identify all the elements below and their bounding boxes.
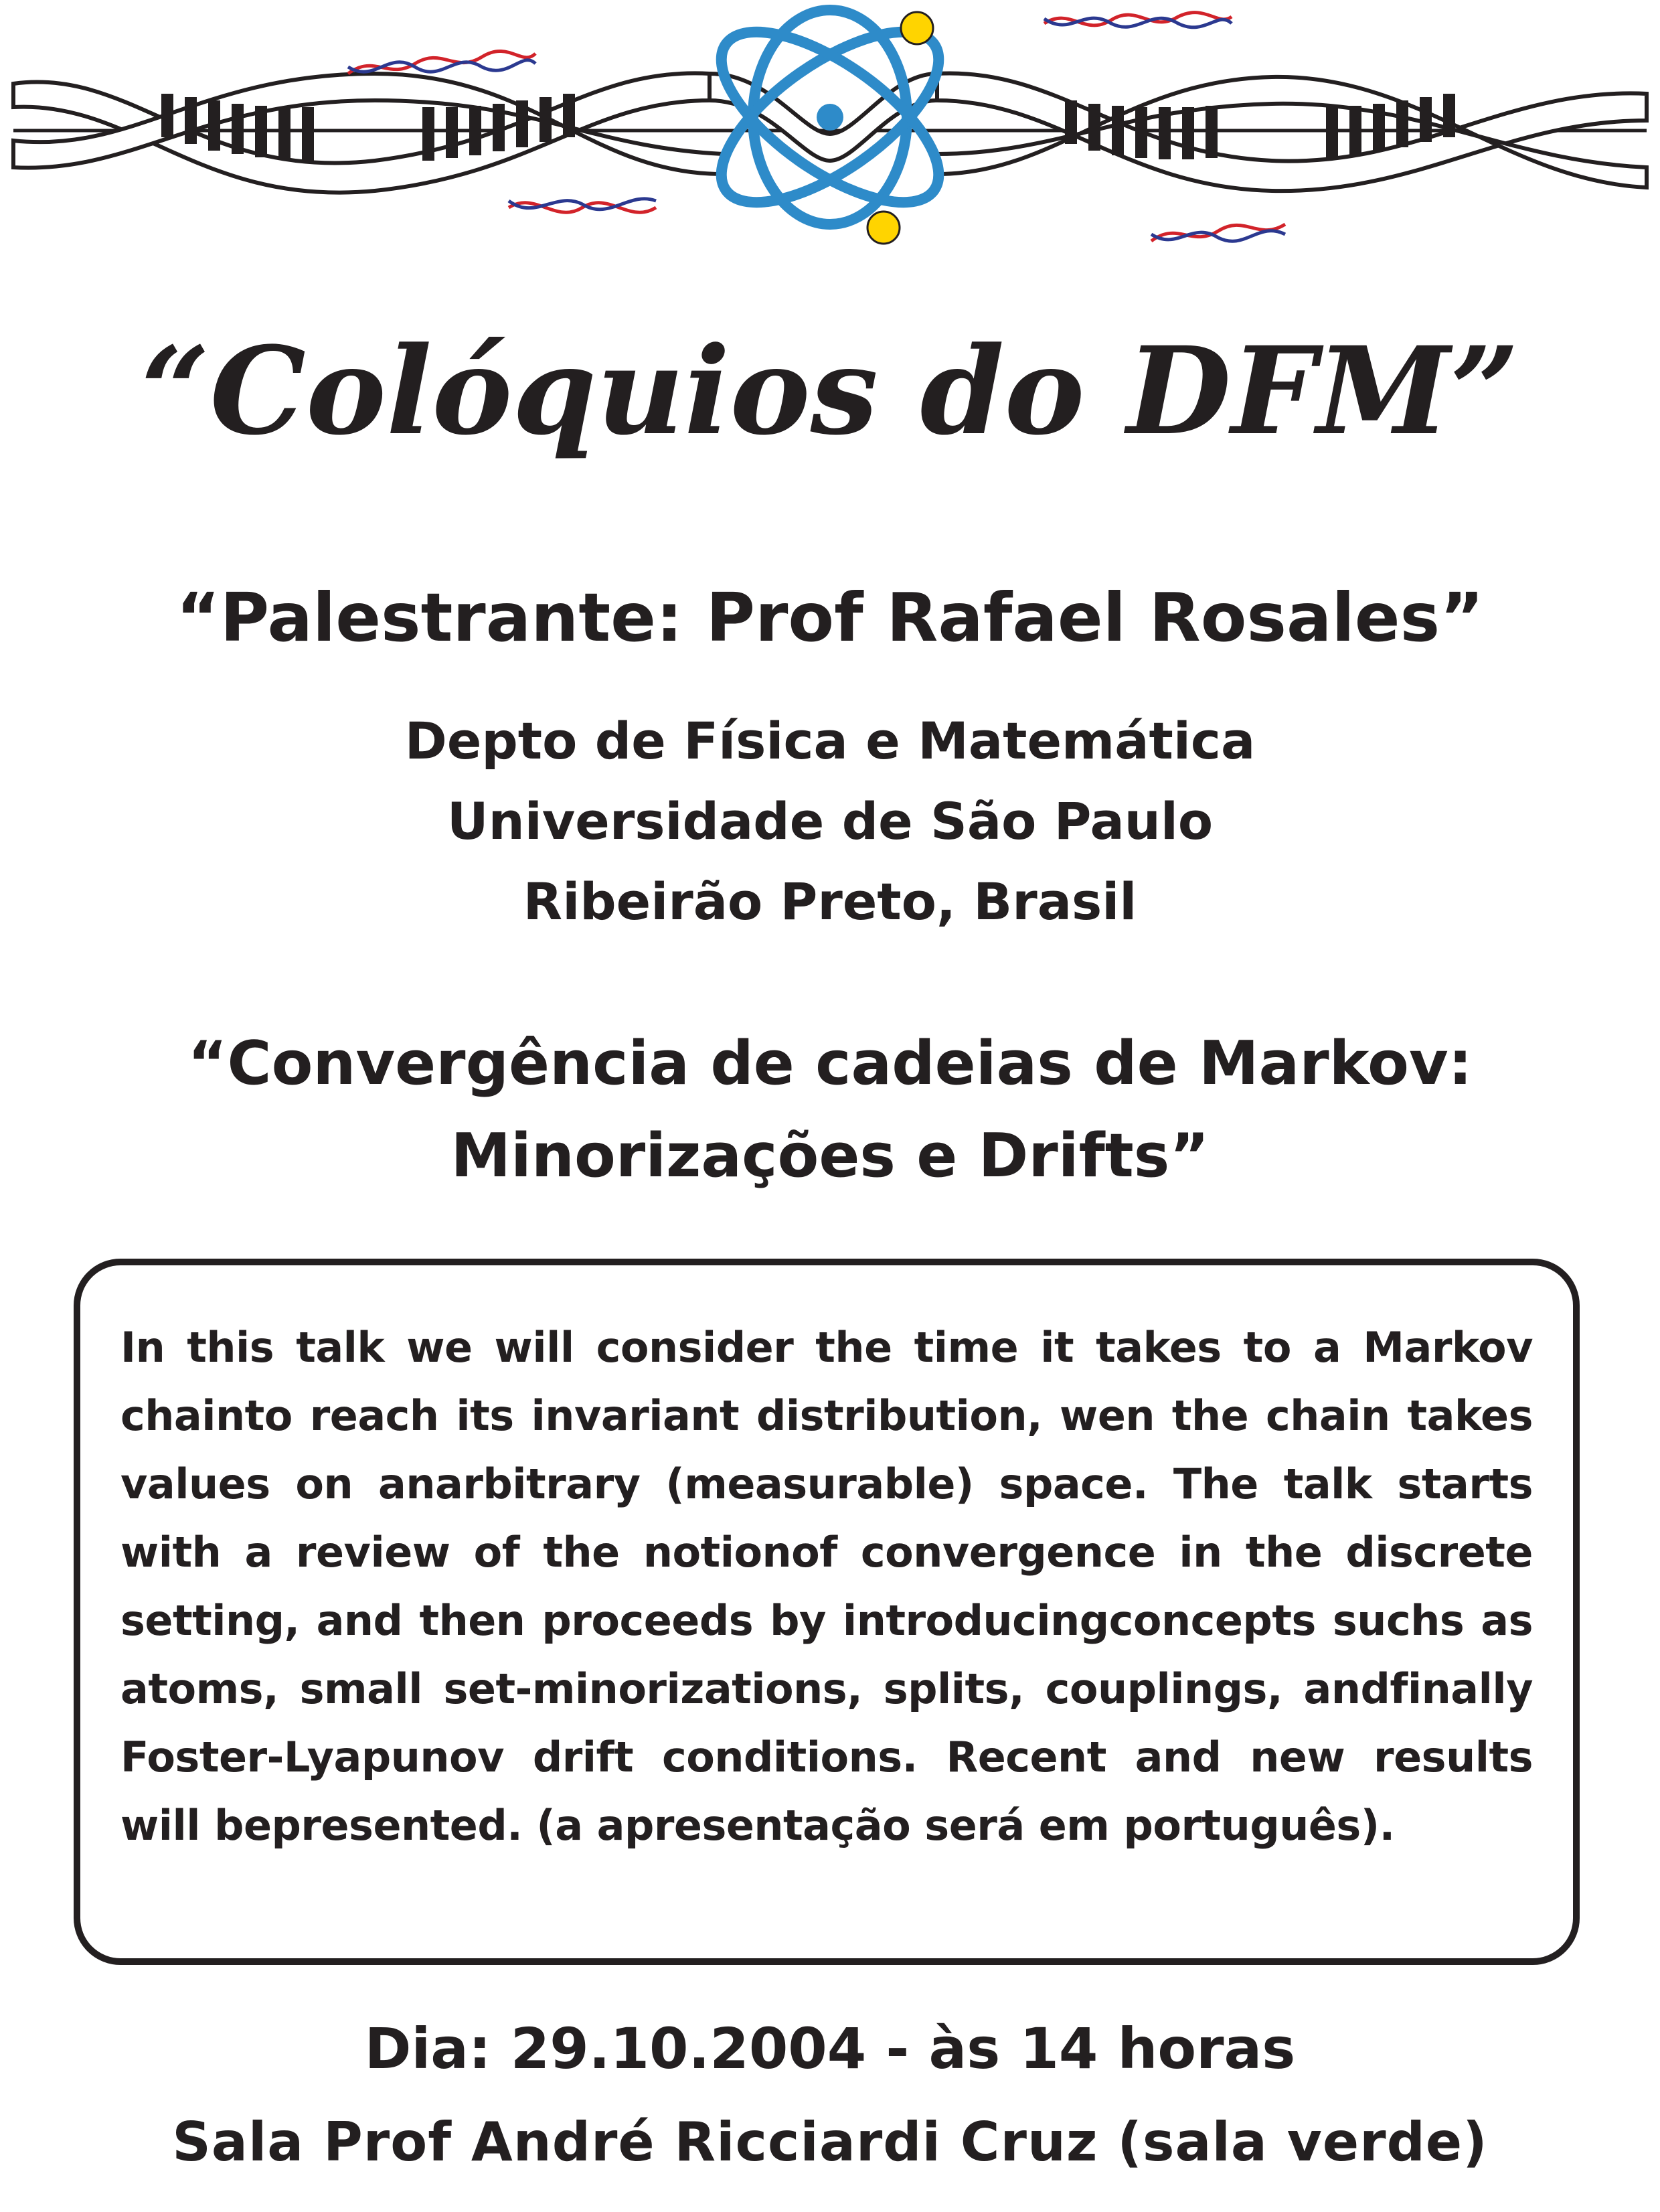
affiliation-city: Ribeirão Preto, Brasil [523, 872, 1137, 931]
event-room: Sala Prof André Ricciardi Cruz (sala verde) [172, 2111, 1488, 2173]
talk-title [0, 1018, 1660, 1202]
atom-icon [695, 0, 965, 244]
talk-title-line2: Minorizações e Drifts” [450, 1121, 1210, 1191]
affiliation-department: Depto de Física e Matemática [404, 711, 1256, 771]
header-artwork [0, 0, 1660, 281]
speaker-line: “Palestrante: Prof Rafael Rosales” [176, 578, 1484, 657]
talk-title-line1: “Convergência de cadeias de Markov: [187, 1028, 1473, 1099]
abstract-text: In this talk we will consider the time it takes to a Markov chainto reach its invariant distribution, wen the chain takes values on anarbitrary (measurable) space. The talk starts with a review of the notionof convergence in the discrete setting, and then proceeds by introducingconcepts suchs as atoms, small set-minorizations, splits, couplings, andfinally Foster-Lyapunov drift conditions. Recent and new results will bepresented. (a apresentação será em português). [120, 1323, 1533, 1850]
affiliation-university: Universidade de São Paulo [446, 791, 1214, 851]
abstract-box [74, 1259, 1580, 1965]
series-title: “Colóquios do DFM” [141, 321, 1519, 462]
event-date: Dia: 29.10.2004 - às 14 horas [364, 2016, 1296, 2081]
